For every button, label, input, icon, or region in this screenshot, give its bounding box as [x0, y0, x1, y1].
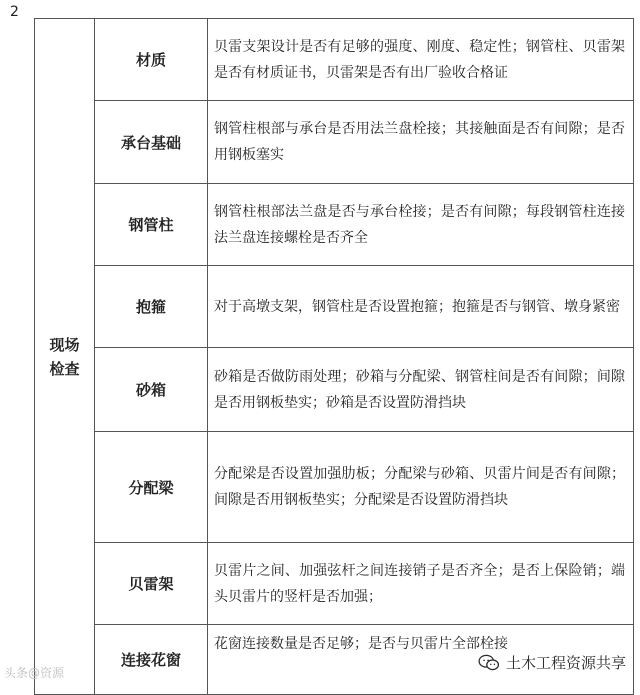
desc-cell: 钢管柱根部与承台是否用法兰盘栓接；其接触面是否有间隙；是否用钢板塞实 [208, 101, 634, 184]
desc-cell: 钢管柱根部法兰盘是否与承台栓接；是否有间隙；每段钢管柱连接法兰盘连接螺栓是否齐全 [208, 184, 634, 266]
item-cell: 连接花窗 [95, 625, 208, 695]
row-number: 2 [10, 4, 19, 20]
watermark-left: 头条@资源 [4, 666, 65, 680]
item-cell: 砂箱 [95, 348, 208, 432]
inspection-table [34, 18, 634, 695]
item-cell: 钢管柱 [95, 184, 208, 266]
watermark-right-text: 土木工程资源共享 [505, 654, 626, 672]
table-row [35, 348, 634, 432]
table-row [35, 266, 634, 348]
table-row [35, 19, 634, 101]
wechat-icon [478, 654, 500, 672]
table-row [35, 432, 634, 543]
table-row [35, 543, 634, 625]
category-cell [35, 19, 95, 695]
table-row [35, 184, 634, 266]
item-cell: 分配梁 [95, 432, 208, 543]
category-label: 现场检查 [49, 335, 80, 378]
desc-cell: 砂箱是否做防雨处理；砂箱与分配梁、钢管柱间是否有间隙；间隙是否用钢板垫实；砂箱是否设置防滑挡块 [208, 348, 634, 432]
desc-cell: 贝雷支架设计是否有足够的强度、刚度、稳定性；钢管柱、贝雷架是否有材质证书，贝雷架是否有出厂验收合格证 [208, 19, 634, 101]
desc-cell: 分配梁是否设置加强肋板；分配梁与砂箱、贝雷片间是否有间隙；间隙是否用钢板垫实；分配梁是否设置防滑挡块 [208, 432, 634, 543]
watermark-right [478, 652, 626, 673]
item-cell: 贝雷架 [95, 543, 208, 625]
desc-cell: 对于高墩支架，钢管柱是否设置抱箍；抱箍是否与钢管、墩身紧密 [208, 266, 634, 348]
table-row [35, 101, 634, 184]
item-cell: 承台基础 [95, 101, 208, 184]
desc-cell: 贝雷片之间、加强弦杆之间连接销子是否齐全；是否上保险销；端头贝雷片的竖杆是否加强； [208, 543, 634, 625]
desc-cell: 花窗连接数量是否足够；是否与贝雷片全部栓接 [208, 625, 634, 695]
item-cell: 材质 [95, 19, 208, 101]
item-cell: 抱箍 [95, 266, 208, 348]
